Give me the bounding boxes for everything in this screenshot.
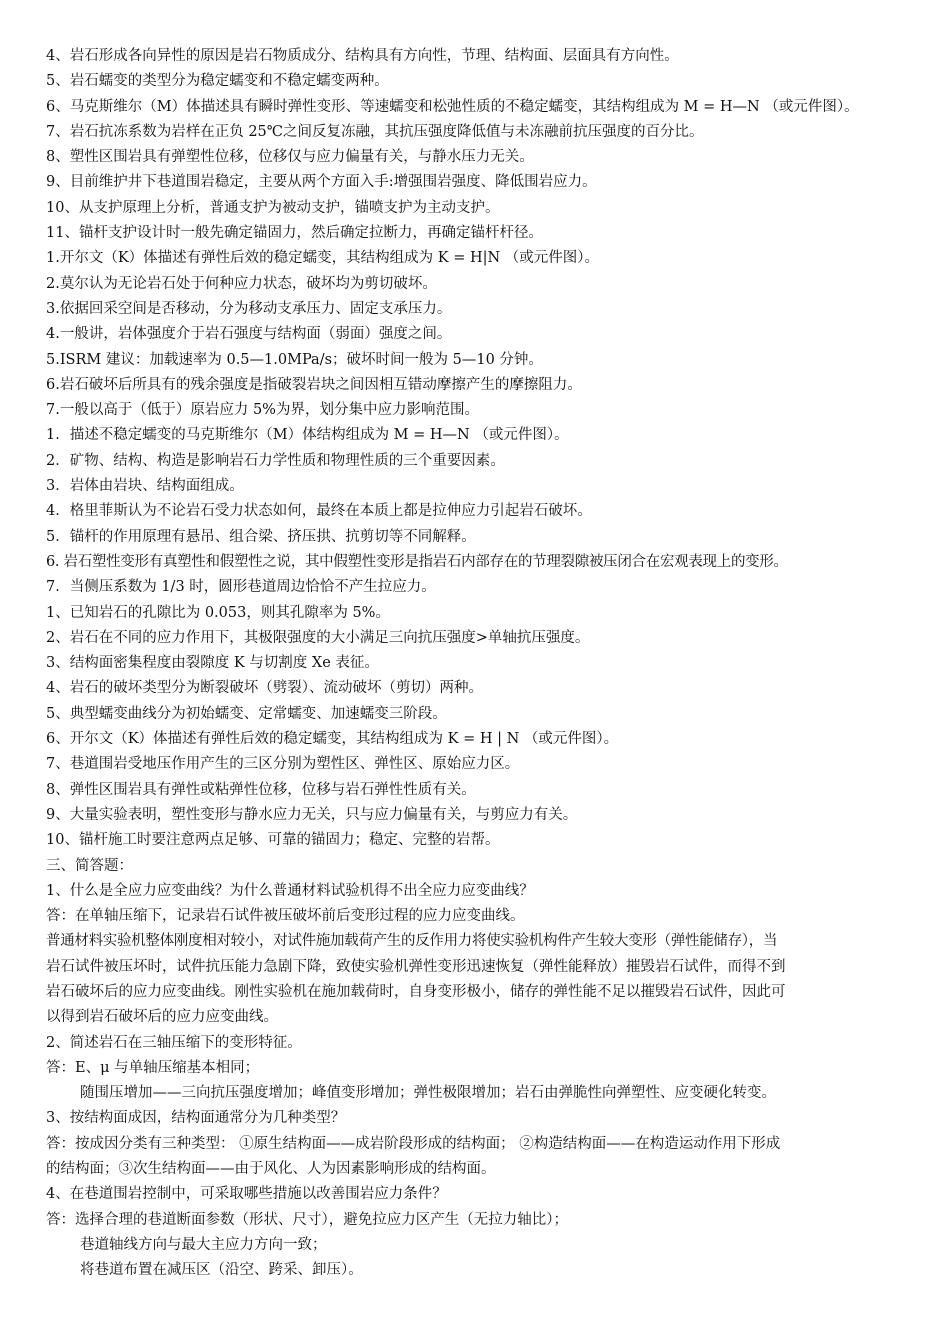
text-line: 6、开尔文（K）体描述有弹性后效的稳定蠕变，其结构组成为 K = H | N （或元件图）。 — [46, 731, 619, 748]
text-line: 5．锚杆的作用原理有悬吊、组合梁、挤压拱、抗剪切等不同解释。 — [46, 528, 476, 545]
answer-line: 答：在单轴压缩下，记录岩石试件被压破坏前后变形过程的应力应变曲线。 — [46, 908, 525, 925]
question-line: 1、什么是全应力应变曲线？为什么普通材料试验机得不出全应力应变曲线？ — [46, 882, 534, 899]
text-line: 4.一般讲，岩体强度介于岩石强度与结构面（弱面）强度之间。 — [46, 326, 452, 343]
question-line: 2、简述岩石在三轴压缩下的变形特征。 — [46, 1034, 302, 1051]
answer-line: 以得到岩石破坏后的应力应变曲线。 — [46, 1009, 278, 1026]
text-line: 8、塑性区围岩具有弹塑性位移，位移仅与应力偏量有关，与静水压力无关。 — [46, 149, 534, 166]
answer-line: 将巷道布置在减压区（沿空、跨采、卸压）。 — [80, 1262, 363, 1279]
text-line: 4．格里菲斯认为不论岩石受力状态如何，最终在本质上都是拉伸应力引起岩石破坏。 — [46, 503, 592, 520]
answer-line: 的结构面；③次生结构面——由于风化、人为因素影响形成的结构面。 — [46, 1161, 496, 1178]
text-line: 3、结构面密集程度由裂隙度 K 与切割度 Xe 表征。 — [46, 655, 379, 672]
text-line: 9、目前维护井下巷道围岩稳定，主要从两个方面入手:增强围岩强度、降低围岩应力。 — [46, 174, 597, 191]
section-heading: 三、简答题： — [46, 857, 133, 874]
answer-line: 普通材料实验机整体刚度相对较小，对试件施加载荷产生的反作用力将使实验机构件产生较大变形（弹性能储存），当 — [46, 933, 778, 950]
answer-line: 答：选择合理的巷道断面参数（形状、尺寸），避免拉应力区产生（无拉力轴比）； — [46, 1211, 568, 1228]
text-line: 11、锚杆支护设计时一般先确定锚固力，然后确定拉断力，再确定锚杆杆径。 — [46, 225, 543, 242]
text-line: 6、马克斯维尔（M）体描述具有瞬时弹性变形、等速蠕变和松弛性质的不稳定蠕变，其结构组成为 M = H—N （或元件图）。 — [46, 98, 859, 115]
text-line: 4、岩石形成各向异性的原因是岩石物质成分、结构具有方向性，节理、结构面、层面具有方向性。 — [46, 48, 679, 64]
question-line: 3、按结构面成因，结构面通常分为几种类型？ — [46, 1110, 346, 1127]
text-line: 7、巷道围岩受地压作用产生的三区分别为塑性区、弹性区、原始应力区。 — [46, 756, 520, 773]
text-line: 6.岩石破坏后所具有的残余强度是指破裂岩块之间因相互错动摩擦产生的摩擦阻力。 — [46, 376, 582, 393]
text-line: 5.ISRM 建议：加载速率为 0.5—1.0MPa/s；破坏时间一般为 5—10 分钟。 — [46, 351, 543, 368]
text-line: 10、锚杆施工时要注意两点足够、可靠的锚固力；稳定、完整的岩帮。 — [46, 832, 500, 849]
text-line: 3．岩体由岩块、结构面组成。 — [46, 478, 244, 495]
document-body — [46, 44, 914, 1284]
text-line: 9、大量实验表明，塑性变形与静水应力无关，只与应力偏量有关，与剪应力有关。 — [46, 806, 578, 823]
text-line: 3.依据回采空间是否移动，分为移动支承压力、固定支承压力。 — [46, 300, 452, 317]
text-line: 7．当侧压系数为 1/3 时，圆形巷道周边恰恰不产生拉应力。 — [46, 579, 436, 596]
question-line: 4、在巷道围岩控制中，可采取哪些措施以改善围岩应力条件？ — [46, 1186, 447, 1203]
text-line: 7、岩石抗冻系数为岩样在正负 25℃之间反复冻融，其抗压强度降低值与未冻融前抗压强度的百分比。 — [46, 123, 704, 140]
text-line: 1、已知岩石的孔隙比为 0.053，则其孔隙率为 5%。 — [46, 604, 390, 621]
text-line: 6. 岩石塑性变形有真塑性和假塑性之说，其中假塑性变形是指岩石内部存在的节理裂隙被压闭合在宏观表现上的变形。 — [46, 553, 788, 570]
text-line: 7.一般以高于（低于）原岩应力 5%为界，划分集中应力影响范围。 — [46, 402, 479, 419]
text-line: 2．矿物、结构、构造是影响岩石力学性质和物理性质的三个重要因素。 — [46, 452, 505, 469]
answer-line: 答：E、μ 与单轴压缩基本相同； — [46, 1059, 260, 1076]
answer-line: 岩石试件被压坏时，试件抗压能力急剧下降，致使实验机弹性变形迅速恢复（弹性能释放）摧毁岩石试件，而得不到 — [46, 958, 786, 975]
text-line: 1.开尔文（K）体描述有弹性后效的稳定蠕变，其结构组成为 K = H|N （或元件图）。 — [46, 250, 600, 267]
answer-line: 岩石破坏后的应力应变曲线。刚性实验机在施加载荷时，自身变形极小，储存的弹性能不足以摧毁岩石试件，因此可 — [46, 983, 786, 1000]
text-line: 10、从支护原理上分析，普通支护为被动支护，锚喷支护为主动支护。 — [46, 199, 500, 216]
text-line: 2.莫尔认为无论岩石处于何种应力状态，破坏均为剪切破坏。 — [46, 275, 437, 292]
answer-line: 巷道轴线方向与最大主应力方向一致； — [80, 1236, 327, 1253]
answer-line: 答：按成因分类有三种类型： ①原生结构面——成岩阶段形成的结构面； ②构造结构面——在构造运动作用下形成 — [46, 1135, 781, 1152]
answer-line: 随围压增加——三向抗压强度增加；峰值变形增加；弹性极限增加；岩石由弹脆性向弹塑性、应变硬化转变。 — [80, 1085, 776, 1102]
text-line: 2、岩石在不同的应力作用下，其极限强度的大小满足三向抗压强度>单轴抗压强度。 — [46, 629, 590, 646]
text-line: 1．描述不稳定蠕变的马克斯维尔（M）体结构组成为 M = H—N （或元件图）。 — [46, 427, 569, 444]
text-line: 8、弹性区围岩具有弹性或粘弹性位移，位移与岩石弹性性质有关。 — [46, 781, 476, 798]
text-line: 5、典型蠕变曲线分为初始蠕变、定常蠕变、加速蠕变三阶段。 — [46, 705, 447, 722]
text-line: 5、岩石蠕变的类型分为稳定蠕变和不稳定蠕变两种。 — [46, 73, 389, 90]
text-line: 4、岩石的破坏类型分为断裂破坏（劈裂）、流动破坏（剪切）两种。 — [46, 680, 483, 697]
